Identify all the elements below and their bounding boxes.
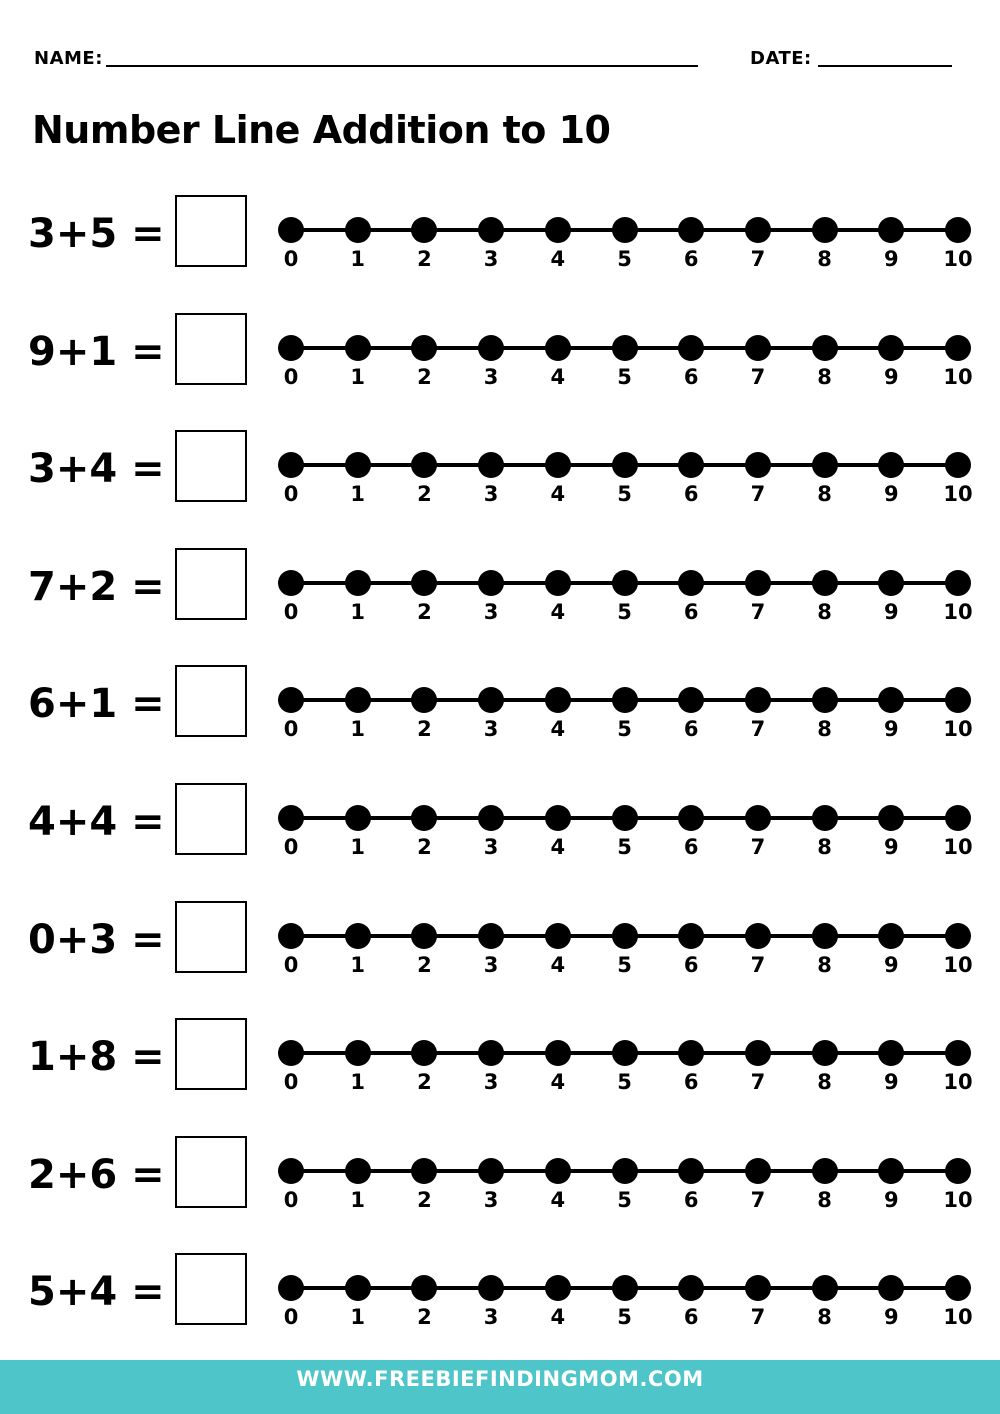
number-line-dot[interactable] [812, 570, 838, 596]
number-line-dot[interactable] [678, 335, 704, 361]
number-line-dot[interactable] [945, 1275, 971, 1301]
number-line-tick-label: 2 [417, 952, 432, 977]
problem-row [0, 430, 1000, 510]
number-line-tick-label: 6 [683, 1187, 699, 1212]
number-line-tick-label: 0 [283, 599, 299, 624]
number-line-dot[interactable] [945, 687, 971, 713]
number-line-tick-label: 9 [883, 1070, 899, 1095]
number-line-tick-label: 5 [617, 482, 632, 507]
number-line [270, 440, 990, 512]
number-line-tick-label: 1 [350, 599, 365, 624]
number-line-tick-label: 6 [683, 952, 699, 977]
number-line-dot[interactable] [678, 687, 704, 713]
problem-row [0, 195, 1000, 275]
answer-box[interactable] [175, 665, 247, 737]
number-line-tick-label: 8 [817, 482, 832, 507]
number-line-dot[interactable] [945, 923, 971, 949]
number-line-dot[interactable] [411, 1158, 437, 1184]
number-line-dot[interactable] [945, 1040, 971, 1066]
name-label: NAME: [34, 48, 103, 69]
number-line-tick-label: 10 [943, 717, 973, 742]
number-line-tick-label: 3 [483, 717, 499, 742]
number-line-tick-label: 1 [350, 1305, 365, 1330]
number-line-dot[interactable] [678, 452, 704, 478]
number-line-tick-label: 1 [350, 835, 365, 859]
number-line-dot[interactable] [545, 335, 571, 361]
number-line-tick-label: 6 [683, 364, 699, 389]
number-line-dot[interactable] [545, 1040, 571, 1066]
number-line-dot[interactable] [478, 570, 504, 596]
number-line-tick-label: 7 [750, 1187, 766, 1212]
number-line-dot[interactable] [345, 335, 371, 361]
number-line-dot[interactable] [545, 923, 571, 949]
number-line-tick-label: 9 [883, 482, 899, 507]
number-line-dot[interactable] [478, 1275, 504, 1301]
answer-box[interactable] [175, 313, 247, 385]
number-line-dot[interactable] [278, 805, 304, 831]
number-line-dot[interactable] [478, 687, 504, 713]
problem-equation: 2+6 = [28, 1151, 165, 1198]
number-line-dot[interactable] [345, 570, 371, 596]
number-line-dot[interactable] [411, 452, 437, 478]
number-line-dot[interactable] [411, 1275, 437, 1301]
number-line-dot[interactable] [612, 570, 638, 596]
number-line-tick-label: 5 [617, 1305, 632, 1330]
number-line-dot[interactable] [945, 570, 971, 596]
number-line-tick-label: 0 [283, 835, 299, 859]
answer-box[interactable] [175, 783, 247, 855]
problem-equation: 6+1 = [28, 681, 165, 728]
number-line-tick-label: 3 [483, 364, 499, 389]
problem-equation: 7+2 = [28, 563, 165, 610]
number-line-tick-label: 10 [943, 1070, 973, 1095]
number-line-tick-label: 6 [683, 247, 699, 271]
number-line-dot[interactable] [411, 687, 437, 713]
footer-url: WWW.FREEBIEFINDINGMOM.COM [0, 1360, 1000, 1414]
number-line-dot[interactable] [678, 570, 704, 596]
number-line-tick-label: 8 [817, 1070, 832, 1095]
number-line-dot[interactable] [545, 570, 571, 596]
number-line-dot[interactable] [612, 1040, 638, 1066]
number-line [270, 675, 990, 747]
number-line-tick-label: 8 [817, 364, 832, 389]
number-line-tick-label: 8 [817, 1187, 832, 1212]
number-line-tick-label: 10 [943, 1187, 973, 1212]
problem-equation: 4+4 = [28, 799, 165, 845]
problem-row [0, 313, 1000, 393]
number-line-dot[interactable] [545, 452, 571, 478]
number-line-dot[interactable] [745, 1040, 771, 1066]
number-line-tick-label: 1 [350, 717, 365, 742]
number-line-dot[interactable] [745, 687, 771, 713]
number-line-tick-label: 2 [417, 1187, 432, 1212]
number-line [270, 205, 990, 277]
number-line-dot[interactable] [612, 923, 638, 949]
number-line-tick-label: 7 [750, 835, 766, 859]
number-line-tick-label: 9 [883, 1305, 899, 1330]
answer-box[interactable] [175, 430, 247, 502]
problem-row [0, 1253, 1000, 1333]
number-line-tick-label: 2 [417, 1070, 432, 1095]
number-line-tick-label: 9 [883, 835, 899, 859]
date-label: DATE: [750, 48, 812, 69]
number-line-dot[interactable] [878, 452, 904, 478]
answer-box[interactable] [175, 1136, 247, 1208]
number-line [270, 1028, 990, 1100]
number-line-tick-label: 6 [683, 1305, 699, 1330]
number-line-dot[interactable] [345, 217, 371, 243]
number-line-tick-label: 7 [750, 482, 766, 507]
number-line-dot[interactable] [345, 1275, 371, 1301]
number-line-dot[interactable] [478, 452, 504, 478]
number-line-tick-label: 2 [417, 247, 432, 271]
number-line-tick-label: 3 [483, 835, 499, 859]
number-line-dot[interactable] [945, 452, 971, 478]
number-line-tick-label: 3 [483, 247, 499, 271]
number-line-dot[interactable] [812, 923, 838, 949]
number-line-dot[interactable] [945, 805, 971, 831]
number-line-tick-label: 4 [550, 364, 566, 389]
number-line-dot[interactable] [612, 217, 638, 243]
number-line-tick-label: 8 [817, 835, 832, 859]
number-line-tick-label: 5 [617, 835, 632, 859]
number-line-dot[interactable] [878, 923, 904, 949]
number-line-tick-label: 10 [943, 599, 973, 624]
number-line-dot[interactable] [678, 217, 704, 243]
number-line-dot[interactable] [878, 1158, 904, 1184]
number-line-dot[interactable] [878, 805, 904, 831]
number-line-tick-label: 6 [683, 482, 699, 507]
number-line-tick-label: 9 [883, 247, 899, 271]
number-line-dot[interactable] [411, 217, 437, 243]
number-line-tick-label: 3 [483, 1070, 499, 1095]
problem-equation: 5+4 = [28, 1269, 165, 1316]
number-line-tick-label: 6 [683, 835, 699, 859]
number-line-tick-label: 5 [617, 247, 632, 271]
number-line-dot[interactable] [812, 805, 838, 831]
number-line-tick-label: 1 [350, 952, 365, 977]
number-line-dot[interactable] [745, 217, 771, 243]
number-line-tick-label: 2 [417, 835, 432, 859]
number-line-tick-label: 6 [683, 1070, 699, 1095]
number-line-dot[interactable] [612, 1275, 638, 1301]
number-line-tick-label: 1 [350, 364, 365, 389]
number-line-dot[interactable] [745, 805, 771, 831]
number-line-dot[interactable] [278, 1275, 304, 1301]
number-line-dot[interactable] [478, 1040, 504, 1066]
number-line-tick-label: 5 [617, 364, 632, 389]
number-line-dot[interactable] [278, 217, 304, 243]
number-line-dot[interactable] [478, 217, 504, 243]
problem-equation: 3+5 = [28, 211, 165, 257]
number-line-tick-label: 1 [350, 1187, 365, 1212]
number-line-dot[interactable] [278, 1158, 304, 1184]
number-line-dot[interactable] [411, 570, 437, 596]
answer-box[interactable] [175, 1253, 247, 1325]
number-line-dot[interactable] [345, 452, 371, 478]
number-line-dot[interactable] [278, 570, 304, 596]
number-line-dot[interactable] [345, 805, 371, 831]
number-line-tick-label: 4 [550, 1070, 566, 1095]
number-line-tick-label: 3 [483, 1305, 499, 1330]
number-line-dot[interactable] [278, 1040, 304, 1066]
number-line-dot[interactable] [545, 217, 571, 243]
number-line-dot[interactable] [411, 1040, 437, 1066]
problem-row [0, 901, 1000, 981]
number-line-dot[interactable] [812, 1040, 838, 1066]
number-line-tick-label: 0 [283, 952, 299, 977]
number-line-tick-label: 1 [350, 482, 365, 507]
number-line-dot[interactable] [678, 1275, 704, 1301]
number-line-tick-label: 1 [350, 247, 365, 271]
number-line-tick-label: 0 [283, 1070, 299, 1095]
number-line-dot[interactable] [745, 923, 771, 949]
number-line-dot[interactable] [278, 687, 304, 713]
number-line-tick-label: 0 [283, 247, 299, 271]
number-line-dot[interactable] [612, 1158, 638, 1184]
problem-equation: 0+3 = [28, 916, 165, 963]
number-line-tick-label: 5 [617, 599, 632, 624]
number-line-dot[interactable] [878, 687, 904, 713]
number-line-tick-label: 5 [617, 1187, 632, 1212]
number-line-dot[interactable] [945, 335, 971, 361]
problem-row [0, 1018, 1000, 1098]
number-line-dot[interactable] [345, 923, 371, 949]
number-line-tick-label: 4 [550, 247, 566, 271]
problem-row [0, 665, 1000, 745]
number-line-dot[interactable] [545, 1158, 571, 1184]
number-line-dot[interactable] [878, 335, 904, 361]
number-line-dot[interactable] [878, 1275, 904, 1301]
number-line-dot[interactable] [812, 687, 838, 713]
number-line-tick-label: 10 [943, 482, 973, 507]
number-line-dot[interactable] [812, 1275, 838, 1301]
number-line-dot[interactable] [745, 570, 771, 596]
number-line-tick-label: 7 [750, 952, 766, 977]
number-line-dot[interactable] [612, 805, 638, 831]
number-line-tick-label: 7 [750, 364, 766, 389]
number-line-tick-label: 4 [550, 482, 566, 507]
number-line-tick-label: 10 [943, 835, 973, 859]
number-line-tick-label: 10 [943, 247, 973, 271]
number-line-tick-label: 10 [943, 1305, 973, 1330]
number-line-dot[interactable] [745, 1158, 771, 1184]
number-line-tick-label: 4 [550, 599, 566, 624]
number-line-dot[interactable] [745, 1275, 771, 1301]
number-line-dot[interactable] [478, 923, 504, 949]
number-line-dot[interactable] [478, 1158, 504, 1184]
number-line-tick-label: 9 [883, 599, 899, 624]
problem-row [0, 548, 1000, 628]
number-line-dot[interactable] [478, 805, 504, 831]
problem-equation: 9+1 = [28, 328, 165, 375]
answer-box[interactable] [175, 1018, 247, 1090]
number-line-tick-label: 0 [283, 1305, 299, 1330]
number-line-tick-label: 0 [283, 364, 299, 389]
number-line-tick-label: 2 [417, 482, 432, 507]
number-line-tick-label: 2 [417, 364, 432, 389]
number-line-dot[interactable] [545, 1275, 571, 1301]
number-line-tick-label: 6 [683, 599, 699, 624]
number-line-dot[interactable] [945, 217, 971, 243]
number-line-dot[interactable] [478, 335, 504, 361]
number-line [270, 911, 990, 983]
number-line-dot[interactable] [678, 1040, 704, 1066]
number-line-tick-label: 9 [883, 717, 899, 742]
problem-row [0, 1136, 1000, 1216]
number-line-dot[interactable] [878, 217, 904, 243]
number-line-tick-label: 9 [883, 1187, 899, 1212]
number-line-dot[interactable] [612, 687, 638, 713]
number-line-tick-label: 3 [483, 952, 499, 977]
number-line-tick-label: 9 [883, 952, 899, 977]
number-line-dot[interactable] [545, 805, 571, 831]
number-line-dot[interactable] [812, 1158, 838, 1184]
number-line-tick-label: 10 [943, 952, 973, 977]
number-line-tick-label: 6 [683, 717, 699, 742]
number-line-dot[interactable] [411, 805, 437, 831]
number-line-tick-label: 9 [883, 364, 899, 389]
number-line-dot[interactable] [345, 687, 371, 713]
problem-equation: 1+8 = [28, 1034, 165, 1081]
number-line-tick-label: 10 [943, 364, 973, 389]
number-line [270, 1146, 990, 1218]
number-line-dot[interactable] [278, 452, 304, 478]
number-line-tick-label: 1 [350, 1070, 365, 1095]
number-line-dot[interactable] [411, 923, 437, 949]
number-line-tick-label: 5 [617, 1070, 632, 1095]
number-line [270, 1263, 990, 1335]
number-line-tick-label: 0 [283, 1187, 299, 1212]
number-line-dot[interactable] [612, 335, 638, 361]
number-line-tick-label: 2 [417, 1305, 432, 1330]
number-line-dot[interactable] [745, 335, 771, 361]
number-line-tick-label: 4 [550, 1187, 566, 1212]
number-line-dot[interactable] [612, 452, 638, 478]
number-line-dot[interactable] [812, 217, 838, 243]
answer-box[interactable] [175, 548, 247, 620]
number-line-tick-label: 2 [417, 717, 432, 742]
number-line-dot[interactable] [678, 1158, 704, 1184]
number-line-tick-label: 8 [817, 599, 832, 624]
problem-row [0, 783, 1000, 863]
number-line-tick-label: 4 [550, 1305, 566, 1330]
number-line-tick-label: 7 [750, 1305, 766, 1330]
number-line-tick-label: 3 [483, 482, 499, 507]
answer-box[interactable] [175, 901, 247, 973]
number-line-tick-label: 2 [417, 599, 432, 624]
number-line-tick-label: 7 [750, 247, 766, 271]
page-title: Number Line Addition to 10 [32, 108, 611, 152]
number-line-tick-label: 5 [617, 717, 632, 742]
number-line-dot[interactable] [812, 335, 838, 361]
number-line-tick-label: 0 [283, 482, 299, 507]
number-line-dot[interactable] [945, 1158, 971, 1184]
number-line-tick-label: 3 [483, 599, 499, 624]
number-line-tick-label: 7 [750, 1070, 766, 1095]
number-line-dot[interactable] [278, 923, 304, 949]
number-line-dot[interactable] [812, 452, 838, 478]
number-line-tick-label: 5 [617, 952, 632, 977]
number-line-dot[interactable] [878, 1040, 904, 1066]
number-line-tick-label: 4 [550, 717, 566, 742]
number-line-tick-label: 4 [550, 952, 566, 977]
number-line-dot[interactable] [345, 1158, 371, 1184]
number-line-dot[interactable] [878, 570, 904, 596]
number-line-dot[interactable] [678, 923, 704, 949]
number-line [270, 323, 990, 395]
number-line-tick-label: 8 [817, 952, 832, 977]
number-line [270, 558, 990, 630]
number-line-tick-label: 4 [550, 835, 566, 859]
number-line-tick-label: 0 [283, 717, 299, 742]
number-line-dot[interactable] [278, 335, 304, 361]
number-line-tick-label: 8 [817, 1305, 832, 1330]
number-line-dot[interactable] [745, 452, 771, 478]
number-line-tick-label: 3 [483, 1187, 499, 1212]
number-line-tick-label: 7 [750, 599, 766, 624]
answer-box[interactable] [175, 195, 247, 267]
number-line-dot[interactable] [678, 805, 704, 831]
number-line [270, 793, 990, 865]
number-line-tick-label: 8 [817, 717, 832, 742]
number-line-tick-label: 7 [750, 717, 766, 742]
number-line-dot[interactable] [345, 1040, 371, 1066]
number-line-dot[interactable] [545, 687, 571, 713]
number-line-tick-label: 8 [817, 247, 832, 271]
problem-equation: 3+4 = [28, 446, 165, 493]
number-line-dot[interactable] [411, 335, 437, 361]
